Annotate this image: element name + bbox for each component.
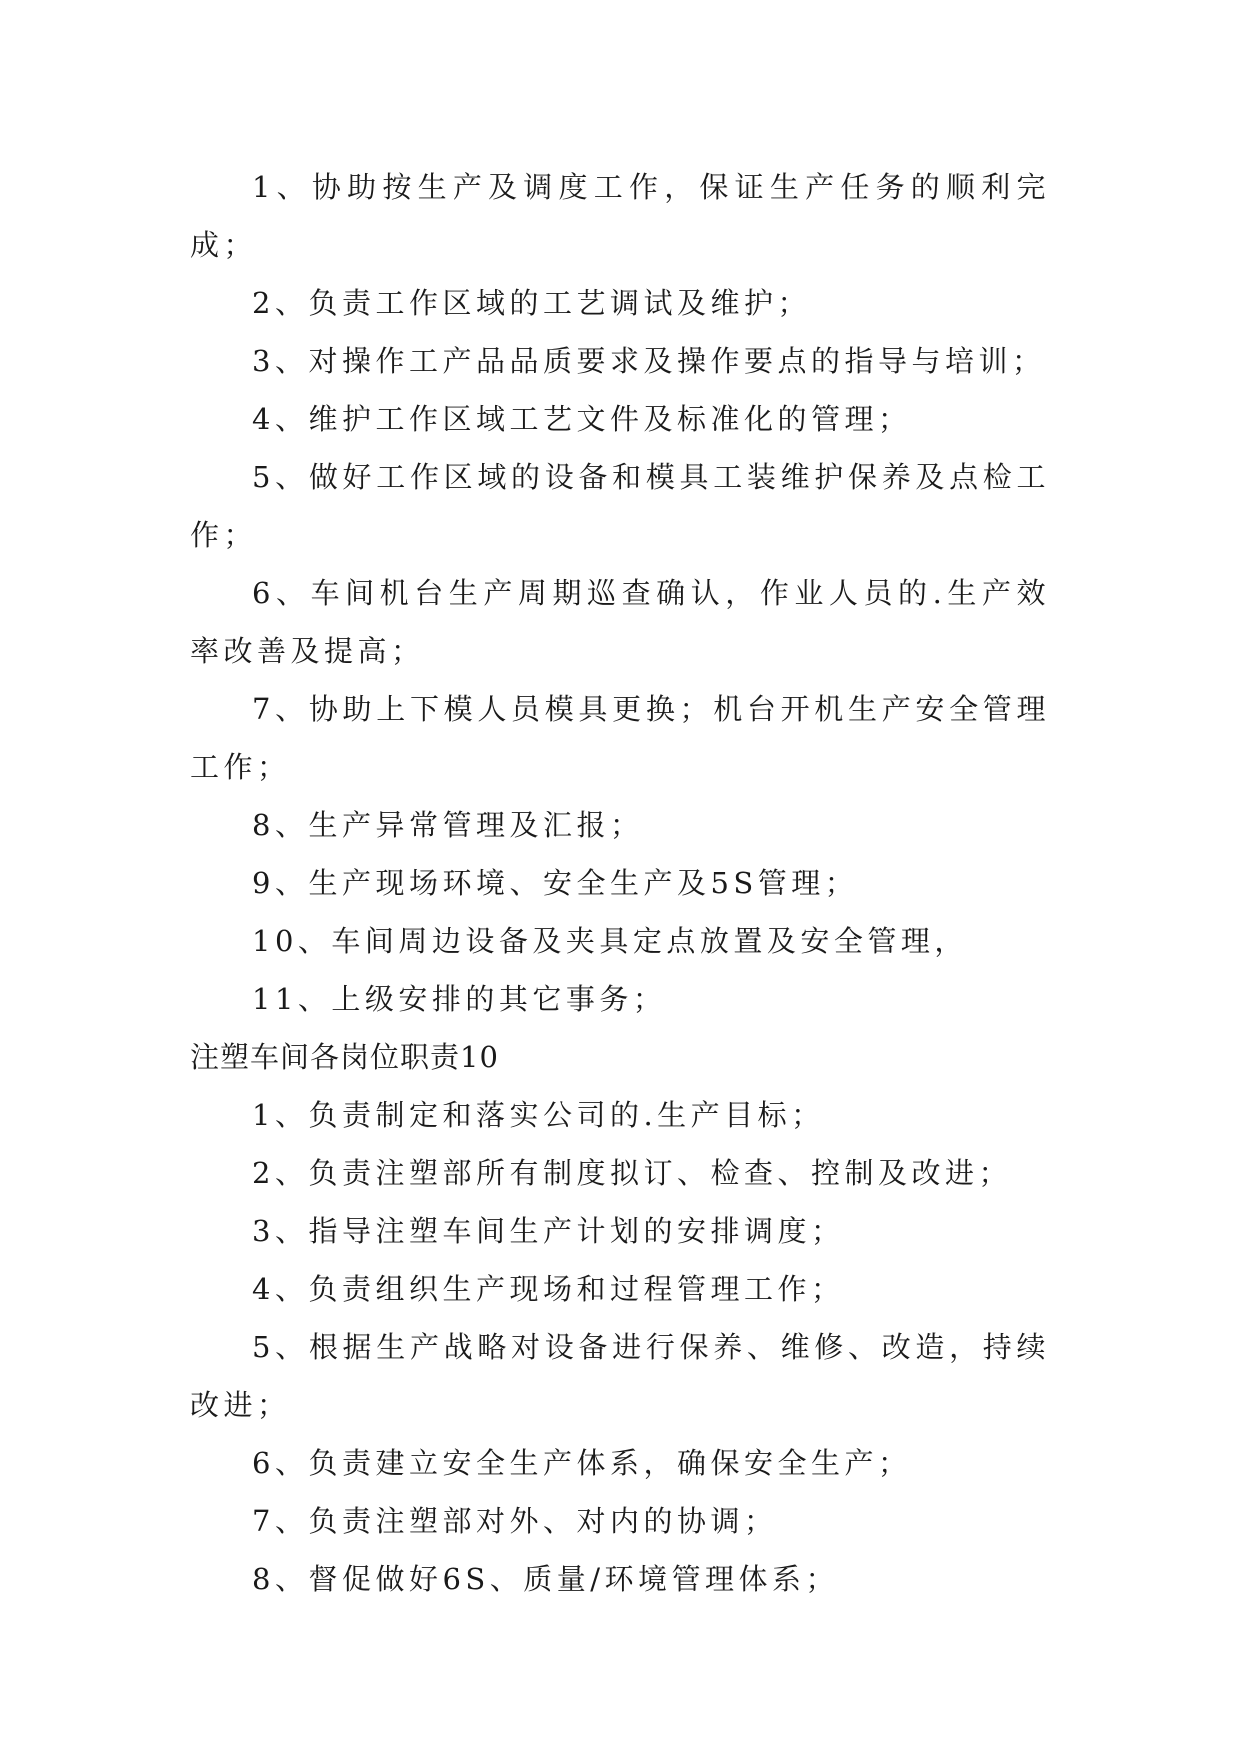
list-item: 1、协助按生产及调度工作，保证生产任务的顺利完成； — [190, 170, 1050, 262]
list-item: 7、负责注塑部对外、对内的协调； — [252, 1504, 778, 1538]
list-item: 11、上级安排的其它事务； — [252, 982, 667, 1016]
list-item: 10、车间周边设备及夹具定点放置及安全管理， — [252, 924, 968, 958]
list-item: 9、生产现场环境、安全生产及5S管理； — [252, 866, 859, 900]
list-item: 4、负责组织生产现场和过程管理工作； — [252, 1272, 845, 1306]
list-item: 2、负责注塑部所有制度拟订、检查、控制及改进； — [252, 1156, 1012, 1190]
list-item: 5、根据生产战略对设备进行保养、维修、改造，持续改进； — [190, 1330, 1050, 1422]
list-item: 6、车间机台生产周期巡查确认，作业人员的.生产效率改善及提高； — [190, 576, 1050, 668]
list-item: 8、督促做好6S、质量/环境管理体系； — [252, 1562, 840, 1596]
list-item: 8、生产异常管理及汇报； — [252, 808, 644, 842]
list-item: 7、协助上下模人员模具更换；机台开机生产安全管理工作； — [190, 692, 1050, 784]
list-item: 4、维护工作区域工艺文件及标准化的管理； — [252, 402, 912, 436]
list-item: 1、负责制定和落实公司的.生产目标； — [252, 1098, 825, 1132]
section-heading: 注塑车间各岗位职责10 — [190, 1040, 499, 1074]
list-item: 3、对操作工产品品质要求及操作要点的指导与培训； — [252, 344, 1046, 378]
list-item: 5、做好工作区域的设备和模具工装维护保养及点检工作； — [190, 460, 1050, 552]
list-item: 3、指导注塑车间生产计划的安排调度； — [252, 1214, 845, 1248]
list-item: 6、负责建立安全生产体系，确保安全生产； — [252, 1446, 912, 1480]
document-body — [190, 158, 1050, 1608]
list-item: 2、负责工作区域的工艺调试及维护； — [252, 286, 811, 320]
